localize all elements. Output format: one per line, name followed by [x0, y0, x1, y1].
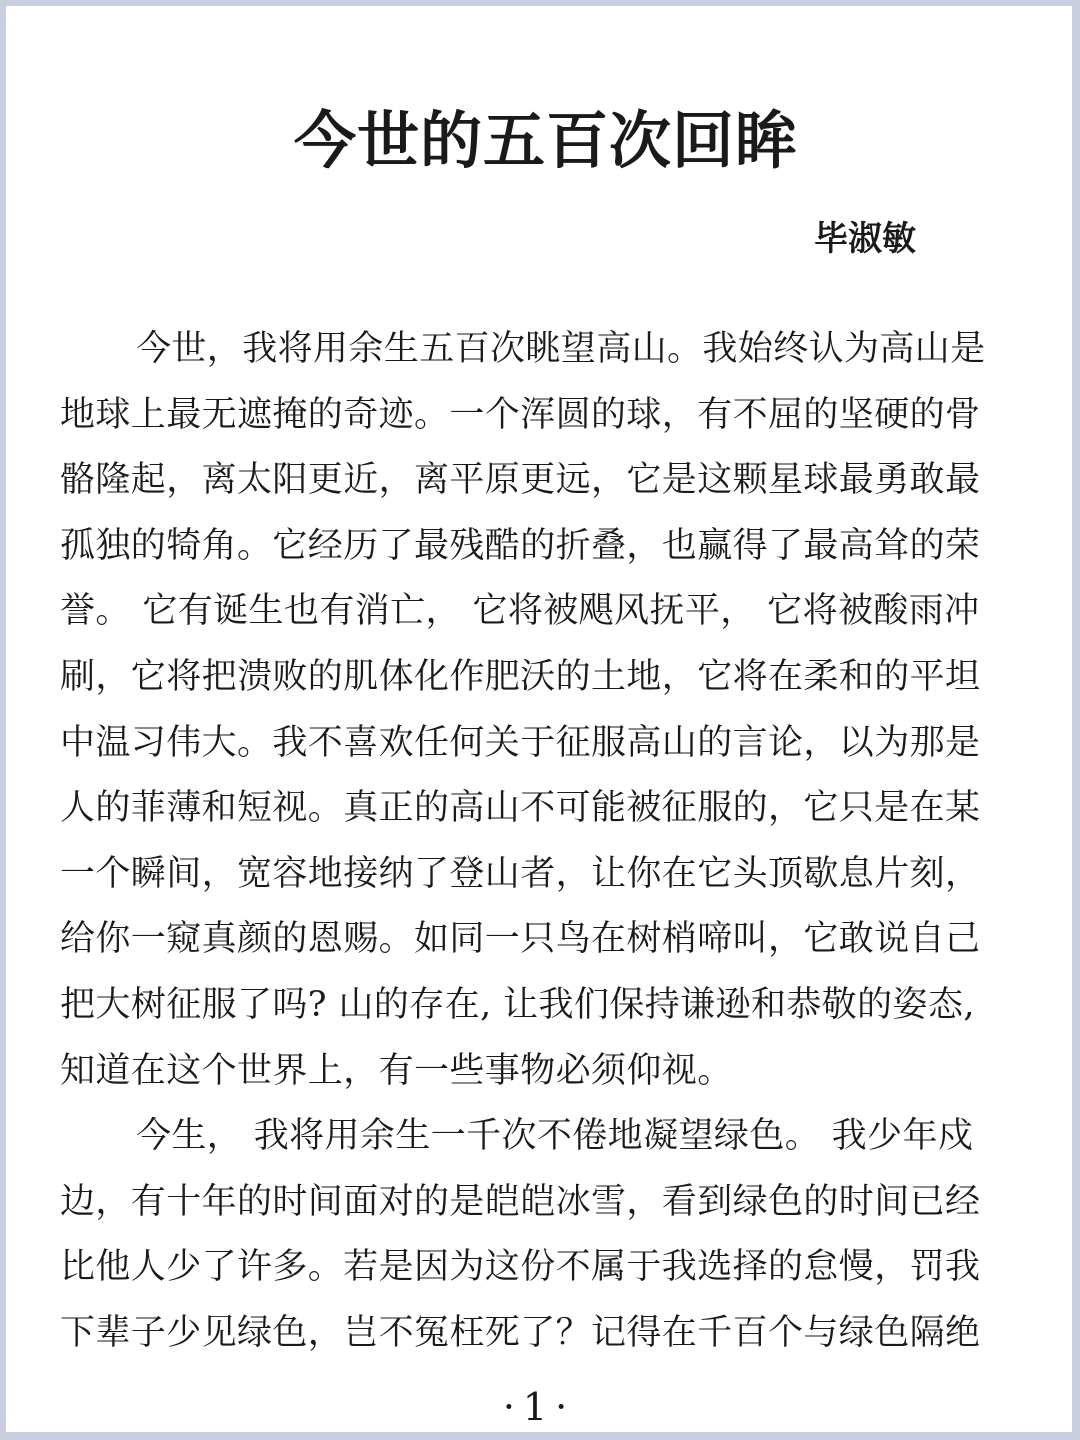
- text-line: 刷，它将把溃败的肌体化作肥沃的土地，它将在柔和的平坦: [60, 657, 981, 697]
- text-line: 今世，我将用余生五百次眺望高山。我始终认为高山是: [136, 329, 986, 369]
- text-line: 中温习伟大。我不喜欢任何关于征服高山的言论，以为那是: [60, 723, 981, 763]
- text-line: 地球上最无遮掩的奇迹。一个浑圆的球，有不屈的坚硬的骨: [60, 395, 981, 435]
- text-line: 孤独的犄角。它经历了最残酷的折叠，也赢得了最高耸的荣: [60, 526, 981, 566]
- text-line: 边，有十年的时间面对的是皑皑冰雪，看到绿色的时间已经: [60, 1182, 981, 1222]
- text-line: 比他人少了许多。若是因为这份不属于我选择的怠慢，罚我: [60, 1247, 981, 1287]
- text-line: 下辈子少见绿色，岂不冤枉死了？记得在千百个与绿色隔绝: [60, 1313, 981, 1353]
- document-title: 今世的五百次回眸: [293, 104, 798, 177]
- document-page: [6, 6, 1072, 1432]
- page-number: ·1·: [502, 1385, 576, 1429]
- text-line: 给你一窥真颜的恩赐。如同一只鸟在树梢啼叫，它敢说自己: [60, 919, 981, 959]
- text-line: 知道在这个世界上，有一些事物必须仰视。: [60, 1051, 733, 1091]
- text-line: 一个瞬间，宽容地接纳了登山者，让你在它头顶歇息片刻，: [60, 854, 981, 894]
- text-line: 人的菲薄和短视。真正的高山不可能被征服的，它只是在某: [60, 788, 981, 828]
- author-name: 毕淑敏: [814, 219, 916, 259]
- text-line: 誉。 它有诞生也有消亡， 它将被飓风抚平， 它将被酸雨冲: [60, 591, 980, 631]
- text-line: 把大树征服了吗? 山的存在, 让我们保持谦逊和恭敬的姿态,: [60, 985, 975, 1025]
- text-line: 今生， 我将用余生一千次不倦地凝望绿色。 我少年戍: [136, 1116, 974, 1156]
- text-line: 骼隆起，离太阳更近，离平原更远，它是这颗星球最勇敢最: [60, 460, 981, 500]
